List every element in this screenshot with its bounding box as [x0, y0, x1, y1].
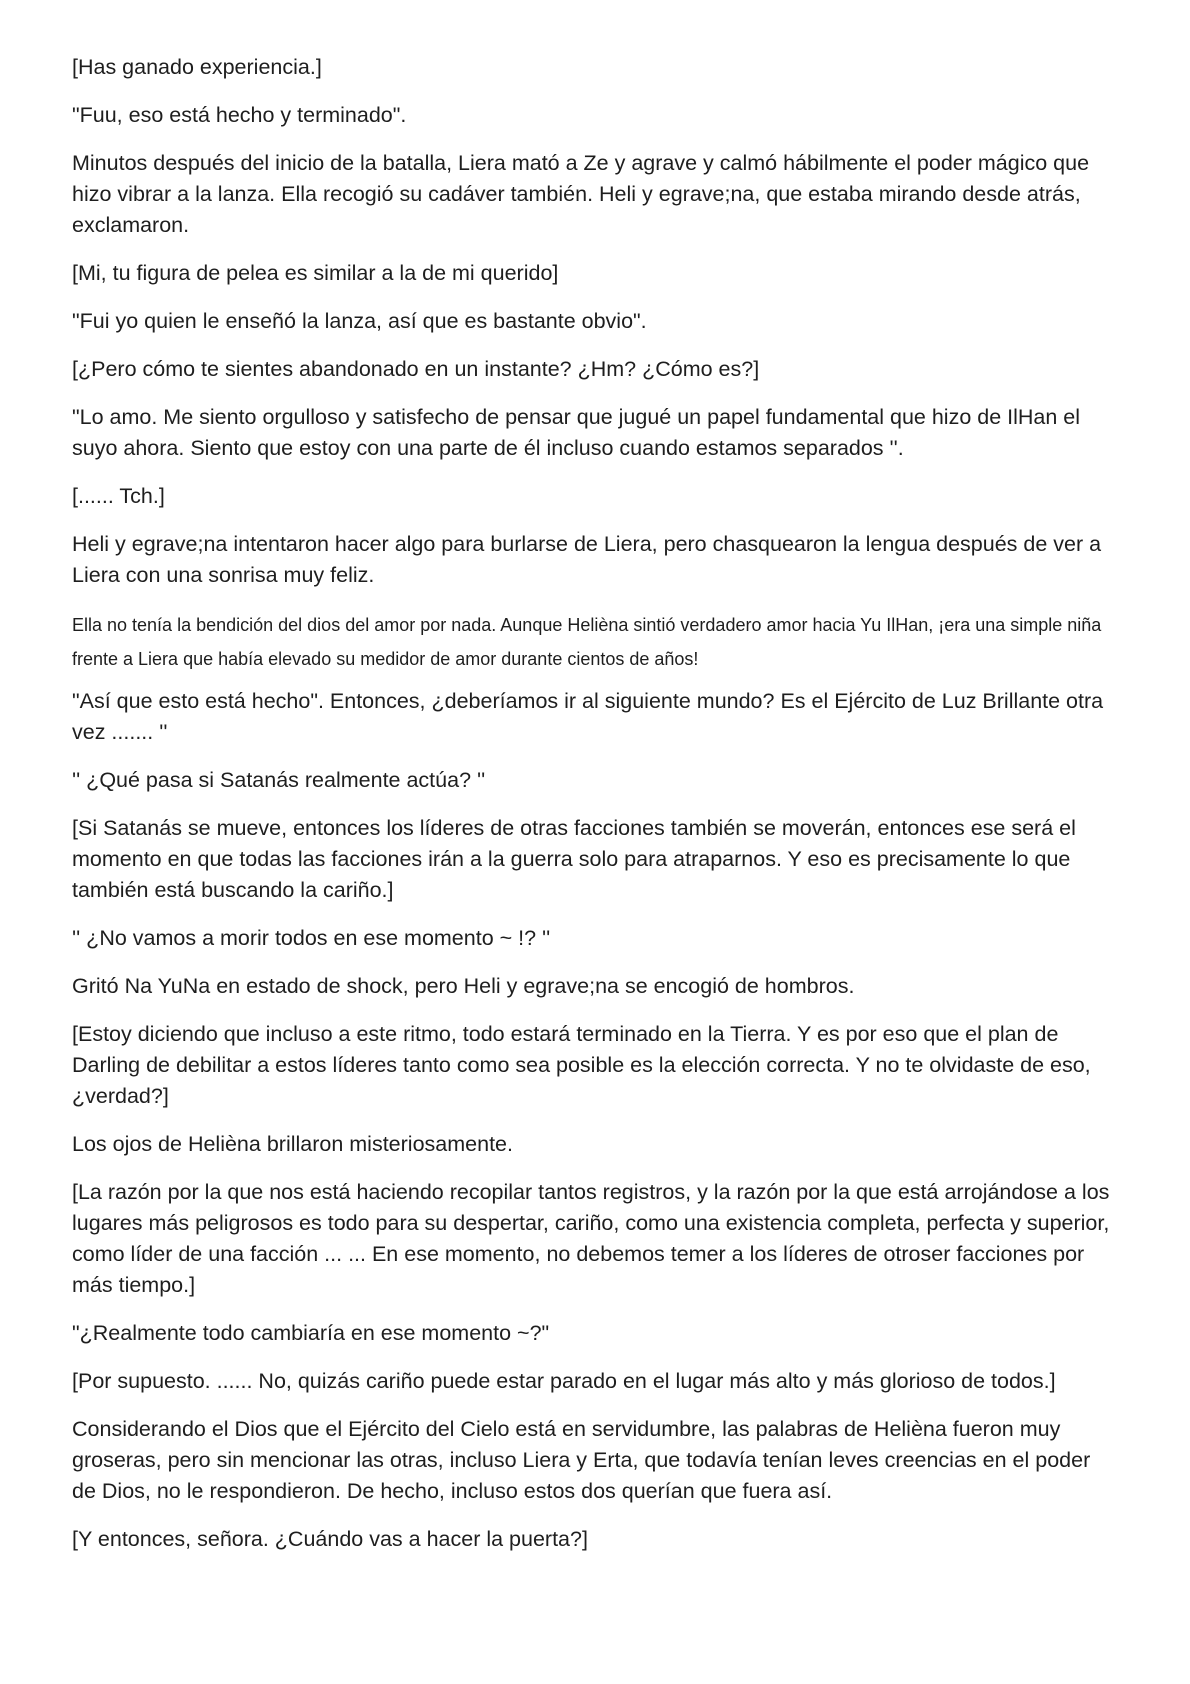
paragraph: "Lo amo. Me siento orgulloso y satisfecho de pensar que jugué un papel fundamental que hizo de IlHan el suyo ahora. Siento que estoy con una parte de él incluso cuando estamos separados ''.: [72, 405, 1081, 460]
paragraph: [...... Tch.]: [72, 484, 165, 508]
paragraph: Minutos después del inicio de la batalla, Liera mató a Ze y agrave y calmó hábilmente el poder mágico que hizo vibrar a la lanza. Ella recogió su cadáver también. Heli y egrave;na, que estaba mirando desde atrás, exclamaron.: [72, 151, 1090, 237]
paragraph: [La razón por la que nos está haciendo recopilar tantos registros, y la razón por la que está arrojándose a los lugares más peligrosos es todo para su despertar, cariño, como una existencia completa, perfecta y superior, como líder de una facción ... ... En ese momento, no debemos temer a los líderes de otroser facciones por más tiempo.]: [72, 1180, 1110, 1297]
paragraph: [Si Satanás se mueve, entonces los líderes de otras facciones también se moverán, entonces ese será el momento en que todas las facciones irán a la guerra solo para atraparnos. Y eso es precisamente lo que también está buscando la cariño.]: [72, 816, 1076, 902]
paragraph: "¿Realmente todo cambiaría en ese momento ~?": [72, 1321, 550, 1345]
paragraph: [Mi, tu figura de pelea es similar a la de mi querido]: [72, 261, 559, 285]
paragraph: '' ¿Qué pasa si Satanás realmente actúa? '': [72, 768, 486, 792]
paragraph: "Fuu, eso está hecho y terminado".: [72, 103, 407, 127]
paragraph: [Estoy diciendo que incluso a este ritmo, todo estará terminado en la Tierra. Y es por eso que el plan de Darling de debilitar a estos líderes tanto como sea posible es la elección correcta. Y no te olvidaste de eso, ¿verdad?]: [72, 1022, 1091, 1108]
paragraph: [Has ganado experiencia.]: [72, 55, 322, 79]
paragraph: Considerando el Dios que el Ejército del Cielo está en servidumbre, las palabras de Helièna fueron muy groseras, pero sin mencionar las otras, incluso Liera y Erta, que todavía tenían leves creencias en el poder de Dios, no le respondieron. De hecho, incluso estos dos querían que fuera así.: [72, 1417, 1091, 1503]
paragraph: [¿Pero cómo te sientes abandonado en un instante? ¿Hm? ¿Cómo es?]: [72, 357, 760, 381]
paragraph-small: Ella no tenía la bendición del dios del amor por nada. Aunque Helièna sintió verdadero amor hacia Yu IlHan, ¡era una simple niña frente a Liera que había elevado su medidor de amor durante cientos de años!: [72, 615, 1102, 669]
paragraph: [Y entonces, señora. ¿Cuándo vas a hacer la puerta?]: [72, 1527, 588, 1551]
paragraph: [Por supuesto. ...... No, quizás cariño puede estar parado en el lugar más alto y más glorioso de todos.]: [72, 1369, 1056, 1393]
paragraph: Heli y egrave;na intentaron hacer algo para burlarse de Liera, pero chasquearon la lengua después de ver a Liera con una sonrisa muy feliz.: [72, 532, 1102, 587]
paragraph: "Fui yo quien le enseñó la lanza, así que es bastante obvio".: [72, 309, 647, 333]
paragraph: Gritó Na YuNa en estado de shock, pero Heli y egrave;na se encogió de hombros.: [72, 974, 855, 998]
document-page: [72, 52, 1112, 1572]
paragraph: Los ojos de Helièna brillaron misteriosamente.: [72, 1132, 513, 1156]
paragraph: "Así que esto está hecho". Entonces, ¿deberíamos ir al siguiente mundo? Es el Ejército de Luz Brillante otra vez ....... '': [72, 689, 1104, 744]
paragraph: '' ¿No vamos a morir todos en ese momento ~ !? '': [72, 926, 551, 950]
